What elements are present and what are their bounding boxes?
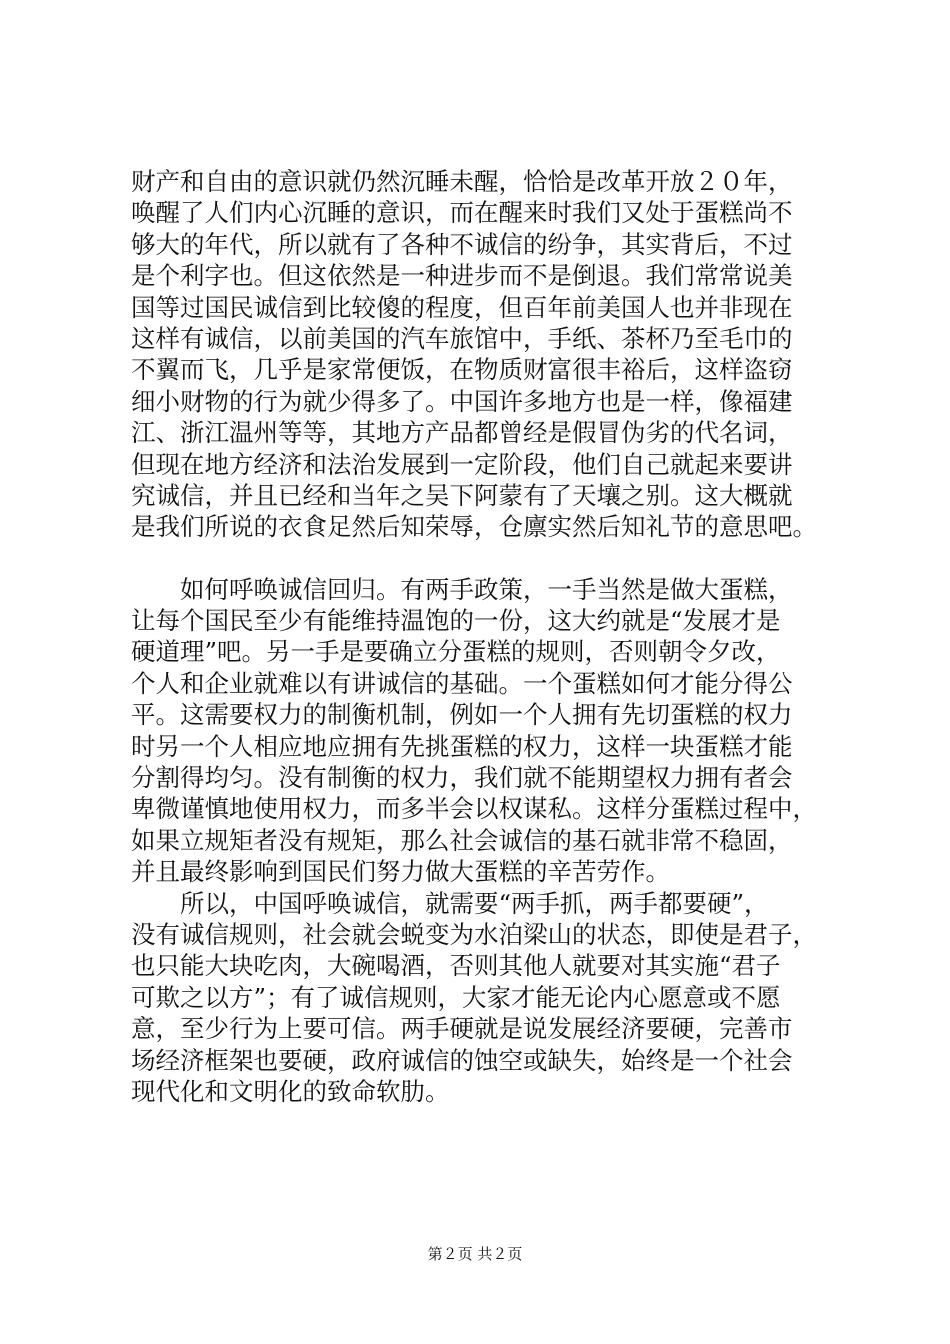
- text-line: 国等过国民诚信到比较傻的程度，但百年前美国人也并非现在: [131, 292, 793, 322]
- text-line: 江、浙江温州等等，其地方产品都曾经是假冒伪劣的代名词，: [131, 418, 793, 448]
- text-line: 财产和自由的意识就仍然沉睡未醒，恰恰是改革开放２０年，: [131, 167, 793, 196]
- text-line: 是个利字也。但这依然是一种进步而不是倒退。我们常常说美: [131, 261, 793, 291]
- text-line: 够大的年代，所以就有了各种不诚信的纷争，其实背后，不过: [131, 229, 793, 259]
- text-line: 并且最终影响到国民们努力做大蛋糕的辛苦劳作。: [131, 857, 670, 887]
- paragraph-spacer: [131, 543, 847, 574]
- text-line: 如果立规矩者没有规矩，那么社会诚信的基石就非常不稳固，: [131, 825, 793, 855]
- text-line: 也只能大块吃肉，大碗喝酒，否则其他人就要对其实施“君子: [131, 951, 781, 981]
- text-line: 细小财物的行为就少得多了。中国许多地方也是一样，像福建: [131, 386, 793, 416]
- text-line: 个人和企业就难以有讲诚信的基础。一个蛋糕如何才能分得公: [131, 668, 793, 698]
- text-line: 时另一个人相应地应拥有先挑蛋糕的权力，这样一块蛋糕才能: [131, 731, 793, 761]
- paragraph-1: [131, 166, 847, 543]
- text-line: 可欺之以方”；有了诚信规则，大家才能无论内心愿意或不愿: [131, 982, 781, 1012]
- text-line: 平。这需要权力的制衡机制，例如一个人拥有先切蛋糕的权力: [131, 700, 793, 730]
- text-line: 分割得均匀。没有制衡的权力，我们就不能期望权力拥有者会: [131, 763, 793, 793]
- page-footer: 第２页 共２页: [427, 1245, 523, 1263]
- text-line: 场经济框架也要硬，政府诚信的蚀空或缺失，始终是一个社会: [131, 1045, 793, 1075]
- text-line: 所以，中国呼唤诚信，就需要“两手抓，两手都要硬”，: [131, 888, 769, 918]
- text-line: 究诚信，并且已经和当年之吴下阿蒙有了天壤之别。这大概就: [131, 480, 793, 510]
- document-body: [131, 166, 847, 1107]
- text-line: 让每个国民至少有能维持温饱的一份，这大约就是“发展才是: [131, 606, 781, 636]
- text-line: 没有诚信规则，社会就会蜕变为水泊梁山的状态，即使是君子，: [131, 919, 817, 949]
- text-line: 如何呼唤诚信回归。有两手政策，一手当然是做大蛋糕，: [131, 574, 793, 604]
- text-line: 意，至少行为上要可信。两手硬就是说发展经济要硬，完善市: [131, 1014, 793, 1044]
- text-line: 不翼而飞，几乎是家常便饭，在物质财富很丰裕后，这样盗窃: [131, 355, 793, 385]
- paragraph-2: [131, 574, 847, 888]
- text-line: 唤醒了人们内心沉睡的意识，而在醒来时我们又处于蛋糕尚不: [131, 198, 793, 228]
- text-line: 卑微谨慎地使用权力，而多半会以权谋私。这样分蛋糕过程中，: [131, 794, 817, 824]
- text-line: 这样有诚信，以前美国的汽车旅馆中，手纸、茶杯乃至毛巾的: [131, 323, 793, 353]
- text-line: 是我们所说的衣食足然后知荣辱，仓廪实然后知礼节的意思吧。: [131, 512, 817, 542]
- text-line: 硬道理”吧。另一手是要确立分蛋糕的规则，否则朝令夕改，: [131, 637, 781, 667]
- text-line: 现代化和文明化的致命软肋。: [131, 1076, 450, 1106]
- paragraph-3: [131, 888, 847, 1108]
- text-line: 但现在地方经济和法治发展到一定阶段，他们自己就起来要讲: [131, 449, 793, 479]
